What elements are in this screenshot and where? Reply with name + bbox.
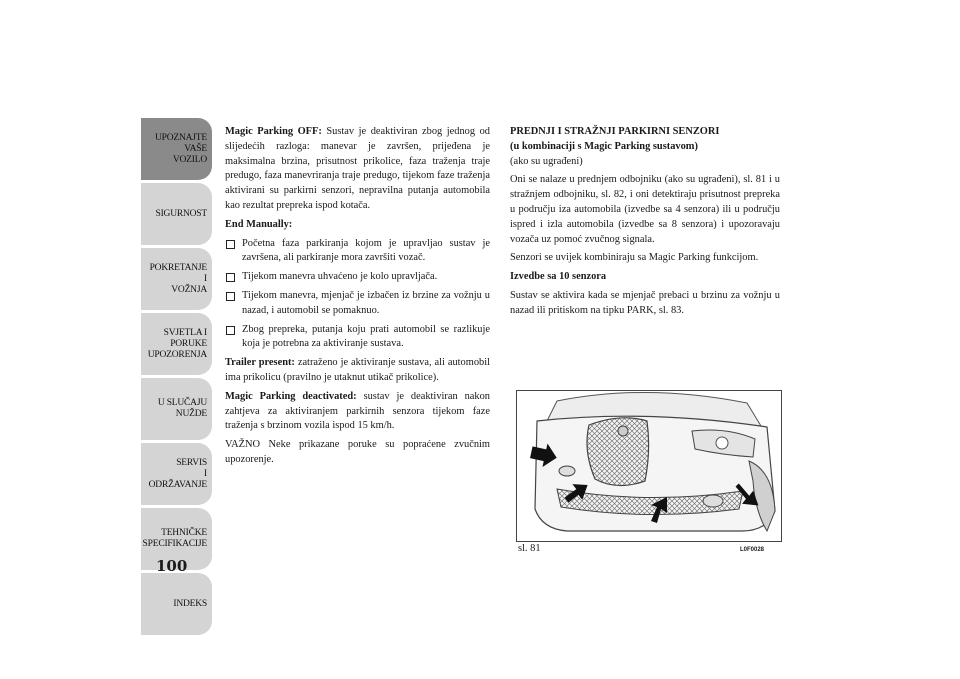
term: Magic Parking OFF: [225,126,322,137]
page-number: 100 [156,557,188,575]
car-front-illustration [517,391,781,541]
tab-label: INDEKS [173,598,207,609]
paragraph-sensors-location: Oni se nalaze u prednjem odbojniku (ako su ugrađeni), sl. 81 i u stražnjem odbojniku, sl. 82, i oni detektiraju prisutnost prepreka u području iza automobila (izvedbe sa 4 senzora) ili u području ispred i izla automobila (izvedbe sa 8 senzora) i upozoravaju vozača uz pomoć zvučnog signala. [510,174,780,245]
tab-label: UPOZNAJTE VAŠE VOZILO [154,132,207,165]
list-item [225,237,490,267]
list-item [225,289,490,319]
list-item-text: Tijekom manevra uhvaćeno je kolo upravljača. [242,271,438,283]
tab-label: U SLUČAJU NUŽDE [157,398,207,419]
subheading-end-manually: End Manually: [225,218,293,230]
bullet-square-icon [226,273,235,282]
tab-servis-i-odrzavanje[interactable] [141,443,212,505]
list-item [225,323,490,353]
tab-indeks[interactable] [141,573,212,635]
bullet-square-icon [226,240,235,249]
term: Trailer present: [225,357,295,369]
tab-upoznajte-vase-vozilo[interactable] [141,118,212,180]
list-item [225,270,490,285]
tab-pokretanje-i-voznja[interactable] [141,248,212,310]
text: zatraženo je aktiviranje sustava, ali automobil ima prikolicu (pravilno je utaknut utikač prikolice). [225,357,490,383]
list-item-text: Početna faza parkiranja kojom je upravljao sustav je završena, ali parkiranje mora završiti vozač. [242,237,490,264]
text: Sustav je deaktiviran zbog jednog od slijedećih razloga: manevar je završen, prijeđena je maksimalna brzina, prisutnost prikolice, faza traženja traje predugo, faza manevriranja traje predugo, tijekom faze traženja aktivirani su parkirni senzori, nepravilna putanja automobila kao rezultat prepreka ispod kotača. [225,126,490,211]
bullet-square-icon [226,292,235,301]
figure-caption: sl. 81 [518,543,541,554]
tab-u-slucaju-nuzde[interactable] [141,378,212,440]
tab-label: POKRETANJE I VOŽNJA [149,262,207,295]
paragraph-activation: Sustav se aktivira kada se mjenjač prebaci u brzinu za vožnju u nazad ili pritiskom na tipku PARK, sl. 83. [510,289,780,316]
left-column [225,125,490,472]
section-heading: PREDNJI I STRAŽNJI PARKIRNI SENZORI [510,126,720,137]
term: Magic Parking deactivated: [225,390,357,402]
subheading-10-sensors: Izvedbe sa 10 senzora [510,271,607,283]
bullet-square-icon [226,326,235,335]
tab-label: SERVIS I ODRŽAVANJE [148,457,207,490]
paragraph-trailer-present [225,356,490,386]
availability-note: (ako su ugrađeni) [510,155,583,167]
list-item-text: Tijekom manevra, mjenjač je izbačen iz brzine za vožnju u nazad, i automobil se pomaknuo. [242,289,490,316]
paragraph-magic-parking-deactivated [225,390,490,434]
tab-label: SVJETLA I PORUKE UPOZORENJA [147,327,207,360]
tab-label: TEHNIČKE SPECIFIKACIJE [142,528,207,549]
tab-svjetla-i-poruke[interactable] [141,313,212,375]
tab-label: SIGURNOST [155,208,207,219]
section-subheading: (u kombinaciji s Magic Parking sustavom) [510,140,698,152]
list-item-text: Zbog prepreka, putanja koju prati automobil se razlikuje koja je potrebna za aktiviranje sustava. [242,323,490,350]
figure-code: L0F0028 [740,547,765,553]
paragraph-magic-parking-off [225,125,490,214]
paragraph-magic-parking-combo: Senzori se uvijek kombiniraju sa Magic Parking funkcijom. [510,252,759,264]
figure-front-bumper-sensors [516,390,782,542]
paragraph-note: VAŽNO Neke prikazane poruke su popraćene zvučnim upozorenje. [225,439,490,465]
right-column [510,125,780,323]
tab-sigurnost[interactable] [141,183,212,245]
text: sustav je deaktiviran nakon zahtjeva za aktiviranjem parkirnih senzora tijekom faze traženja s brzinom vozila ispod 15 km/h. [225,390,490,432]
